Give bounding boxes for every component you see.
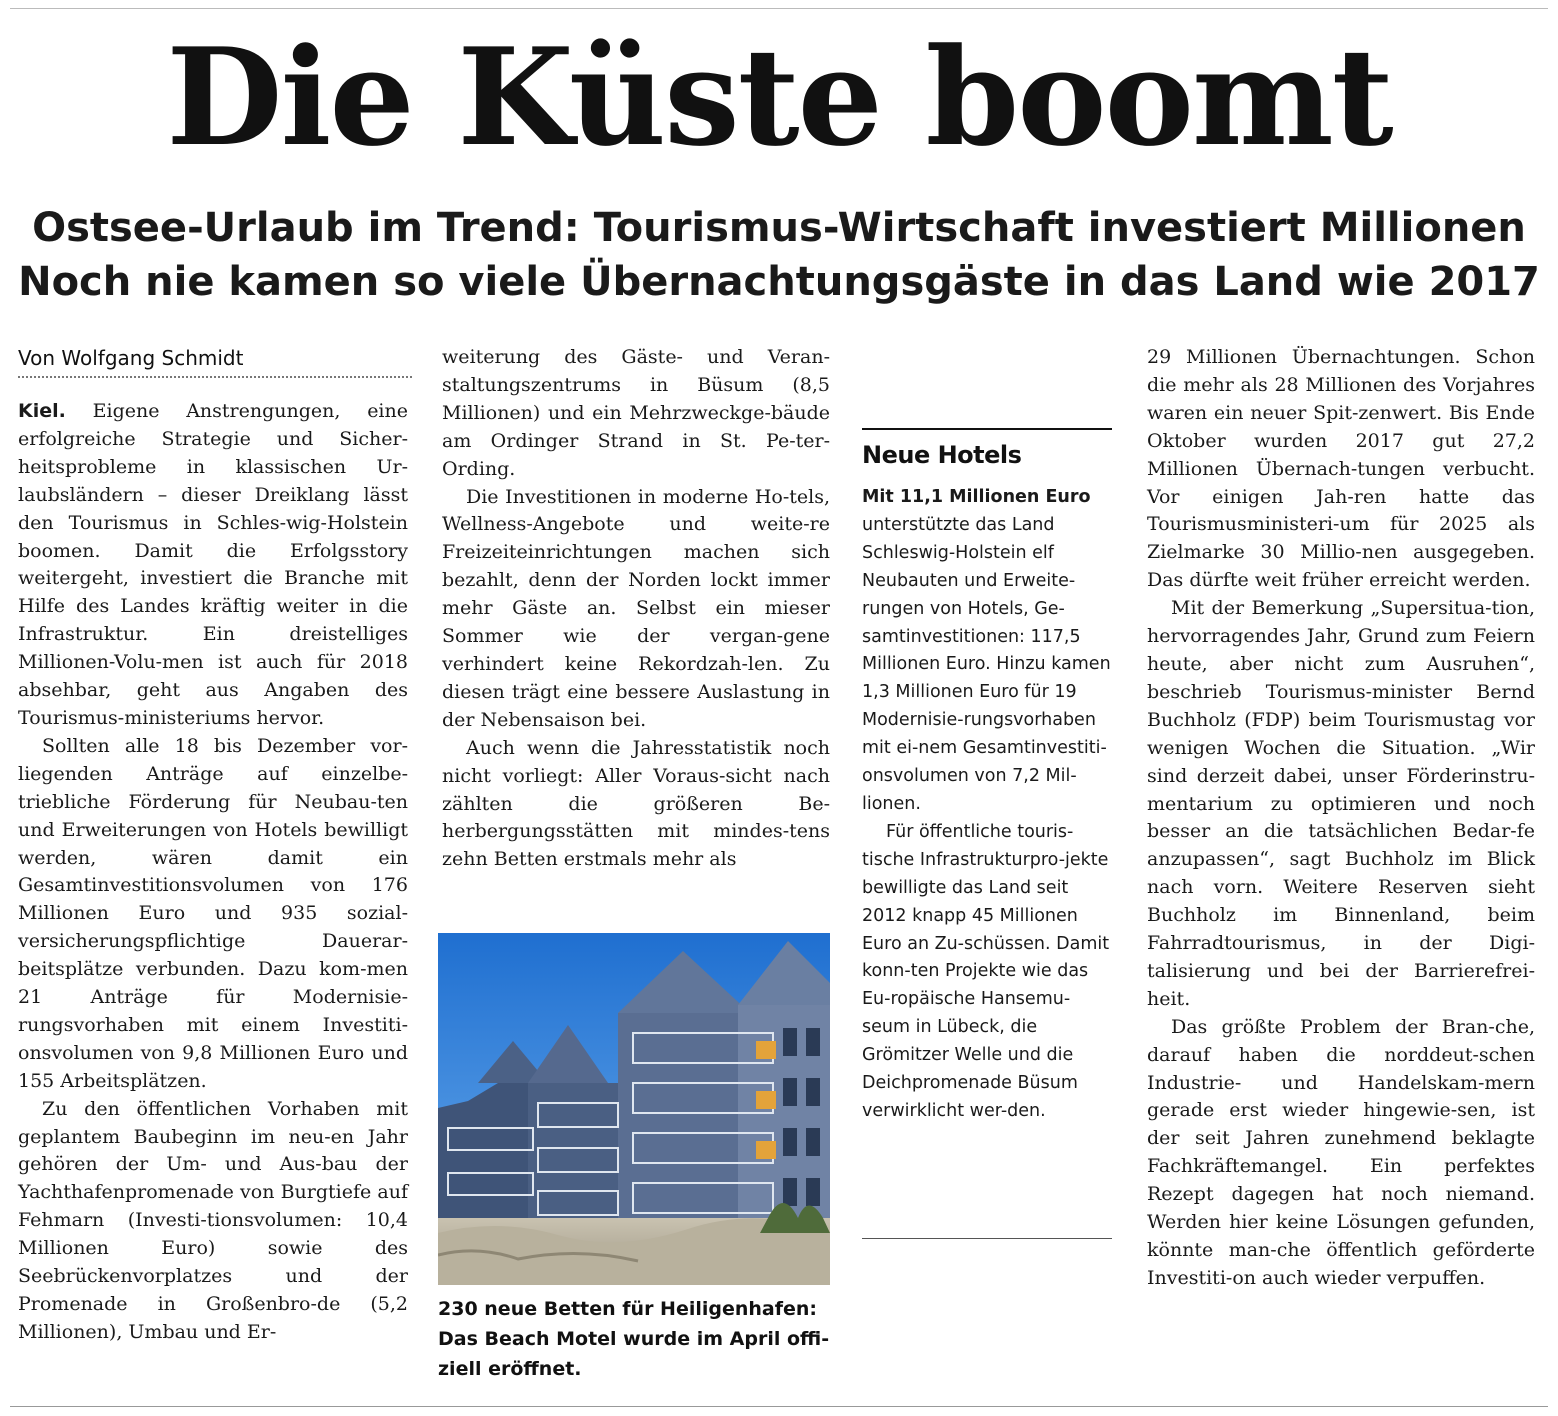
paragraph: weiterung des Gäste- und Veran-staltungszentrums in Büsum (8,5 Millionen) und ein Mehrzweckge-bäude am Ordinger Strand in St. Pe-ter-Ording. xyxy=(442,346,830,480)
paragraph xyxy=(18,398,408,733)
sidebar-box xyxy=(862,428,1112,1126)
headline: Die Küste boomt xyxy=(166,18,1392,176)
sidebar-paragraph-text: unterstützte das Land Schleswig-Holstein elf Neubauten und Erweite-rungen von Hotels, Ge-samtinvestitionen: 117,5 Millionen Euro. Hinzu kamen 1,3 Millionen Euro für 19 Modernisie-rungsvorhaben mit ei-nem Gesamtinvestiti-onsvolumen von 7,2 Mil-lionen. xyxy=(862,514,1111,814)
article-column-2 xyxy=(442,344,830,874)
sidebar-body xyxy=(862,484,1112,1126)
paragraph-text: Eigene Anstrengungen, eine erfolgreiche Strategie und Sicher-heitsprobleme in klassischen Ur-laubsländern – dieser Dreiklang lässt den Tourismus in Schles-wig-Holstein boomen. Damit die Erfolgsstory weitergeht, investiert die Branche mit Hilfe des Landes kräftig weiter in die Infrastruktur. Ein dreistelliges Millionen-Volu-men ist auch für 2018 absehbar, geht aus Angaben des Tourismus-ministeriums hervor. xyxy=(18,400,408,729)
paragraph: Mit der Bemerkung „Supersitua-tion, hervorragendes Jahr, Grund zum Feiern heute, aber nicht zum Ausruhen“, beschrieb Tourismus-minister Bernd Buchholz (FDP) beim Tourismustag vor wenigen Wochen die Situation. „Wir sind derzeit dabei, unser Förderinstru-mentarium zu optimieren und noch besser an die tatsächlichen Bedar-fe anzupassen“, sagt Buchholz im Blick nach vorn. Weitere Reserven sieht Buchholz im Binnenland, beim Fahrradtourismus, in der Digi-talisierung und bei der Barrierefrei-heit. xyxy=(1147,597,1535,1010)
paragraph: Auch wenn die Jahresstatistik noch nicht vorliegt: Aller Voraus-sicht nach zählten die größeren Be-herbergungsstätten mit mindes-tens zehn Betten erstmals mehr als xyxy=(442,736,830,871)
article-column-1 xyxy=(18,398,408,1347)
bottom-rule xyxy=(10,1406,1548,1407)
sidebar-title: Neue Hotels xyxy=(862,441,1022,469)
sidebar-paragraph xyxy=(862,484,1112,819)
subheadline-2: Noch nie kamen so viele Übernachtungsgäste in das Land wie 2017 xyxy=(18,259,1540,305)
paragraph: Sollten alle 18 bis Dezember vor-liegenden Anträge auf einzelbe-triebliche Förderung für Neubau-ten und Erweiterungen von Hotels bewilligt werden, wären damit ein Gesamtinvestitionsvolumen von 176 Millionen Euro und 935 sozial-versicherungspflichtige Dauerar-beitsplätze verbunden. Dazu kom-men 21 Anträge für Modernisie-rungsvorhaben mit einem Investiti-onsvolumen von 9,8 Millionen Euro und 155 Arbeitsplätzen. xyxy=(18,734,408,1092)
dateline: Kiel. xyxy=(18,400,66,422)
paragraph: Zu den öffentlichen Vorhaben mit geplantem Baubeginn im neu-en Jahr gehören der Um- und Aus-bau der Yachthafenpromenade von Burgtiefe auf Fehmarn (Investi-tionsvolumen: 10,4 Millionen Euro) sowie des Seebrückenvorplatzes und der Promenade in Großenbro-de (5,2 Millionen), Umbau und Er- xyxy=(18,1097,408,1343)
sidebar-lead: Mit 11,1 Millionen Euro xyxy=(862,487,1091,507)
photo-caption: 230 neue Betten für Heiligenhafen: Das Beach Motel wurde im April offi-ziell eröffnet. xyxy=(438,1298,830,1380)
hotel-building-illustration xyxy=(438,933,830,1285)
top-rule xyxy=(10,8,1548,9)
paragraph: 29 Millionen Übernachtungen. Schon die mehr als 28 Millionen des Vorjahres waren ein neuer Spit-zenwert. Bis Ende Oktober wurden 2017 gut 27,2 Millionen Übernach-tungen verbucht. Vor einigen Jah-ren hatte das Tourismusministeri-um für 2025 als Zielmarke 30 Millio-nen ausgegeben. Das dürfte weit früher erreicht werden. xyxy=(1147,346,1535,592)
subheadline-1: Ostsee-Urlaub im Trend: Tourismus-Wirtschaft investiert Millionen xyxy=(32,205,1526,251)
paragraph: Die Investitionen in moderne Ho-tels, Wellness-Angebote und weite-re Freizeiteinrichtungen machen sich bezahlt, denn der Norden lockt immer mehr Gäste an. Selbst ein mieser Sommer wie der vergan-gene verhindert keine Rekordzah-len. Zu diesen trägt eine bessere Auslastung in der Nebensaison bei. xyxy=(442,485,830,731)
sidebar-paragraph: Für öffentliche touris-tische Infrastrukturpro-jekte bewilligte das Land seit 2012 knapp 45 Millionen Euro an Zu-schüssen. Damit konn-ten Projekte wie das Eu-ropäische Hansemu-seum in Lübeck, die Grömitzer Welle und die Deichpromenade Büsum verwirklicht wer-den. xyxy=(862,821,1110,1121)
article-column-4 xyxy=(1147,344,1535,1293)
sidebar-bottom-rule xyxy=(862,1238,1112,1239)
paragraph: Das größte Problem der Bran-che, darauf haben die norddeut-schen Industrie- und Handelskam-mern gerade erst wieder hingewie-sen, ist der seit Jahren zunehmend beklagte Fachkräftemangel. Ein perfektes Rezept dagegen hat noch niemand. Werden hier keine Lösungen gefunden, könnte man-che öffentlich geförderte Investiti-on auch wieder verpuffen. xyxy=(1147,1015,1535,1289)
hotel-photo xyxy=(438,933,830,1285)
byline: Von Wolfgang Schmidt xyxy=(18,344,412,378)
